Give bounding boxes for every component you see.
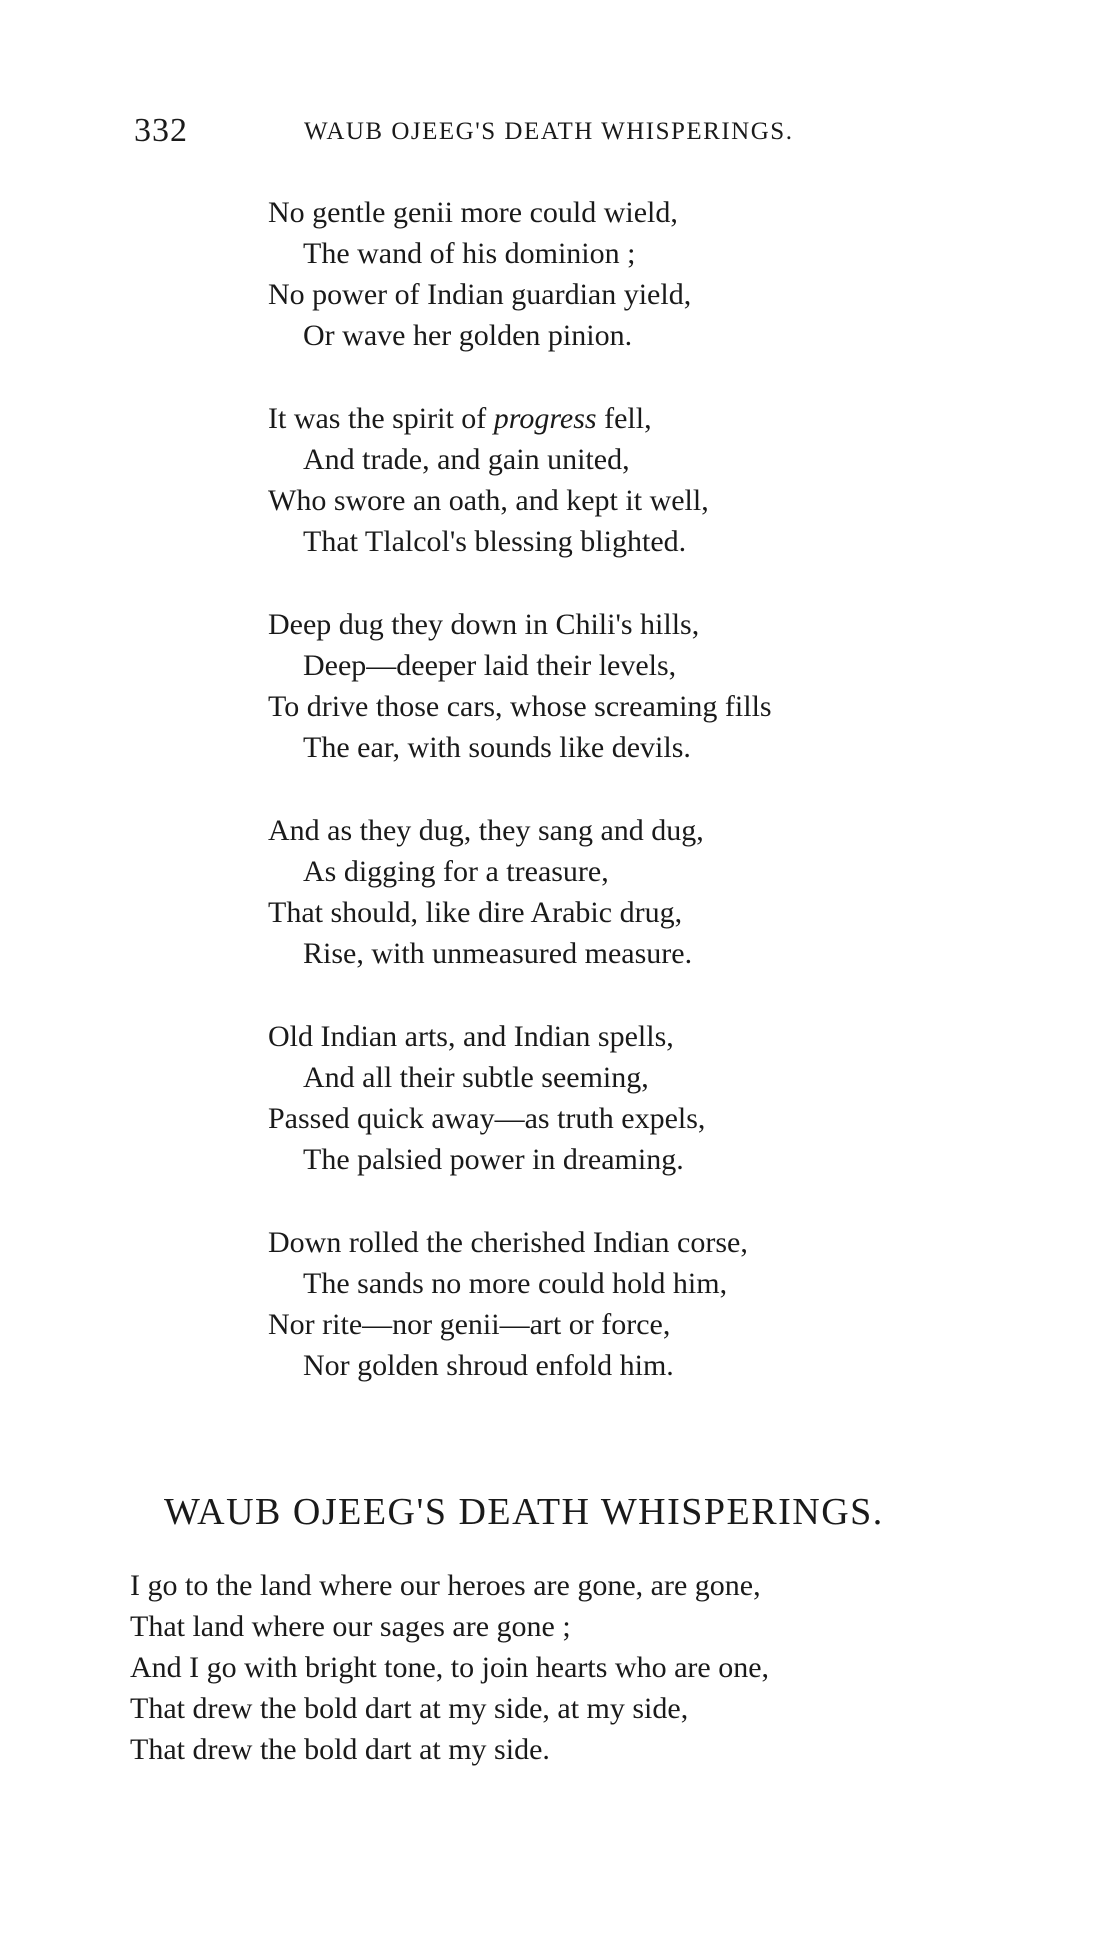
page-number: 332: [134, 112, 188, 149]
verse-line: Rise, with unmeasured measure.: [303, 937, 693, 970]
verse-line: Nor rite—nor genii—art or force,: [268, 1308, 671, 1341]
verse-line: Deep dug they down in Chili's hills,: [268, 608, 700, 641]
verse-line: And trade, and gain united,: [303, 443, 630, 476]
running-head: [134, 112, 914, 152]
stanza-5: [268, 1016, 1008, 1180]
italic-word: progress: [493, 402, 597, 435]
verse-line: The palsied power in dreaming.: [303, 1143, 684, 1176]
verse-line: To drive those cars, whose screaming fills: [268, 690, 772, 723]
verse-line: As digging for a treasure,: [303, 855, 609, 888]
verse-line: And I go with bright tone, to join hearts who are one,: [130, 1651, 770, 1684]
verse-line: That land where our sages are gone ;: [130, 1610, 571, 1643]
verse-line: And as they dug, they sang and dug,: [268, 814, 704, 847]
stanza-4: [268, 810, 1008, 974]
verse-line: No gentle genii more could wield,: [268, 196, 678, 229]
verse-line: [268, 398, 1008, 439]
verse-line-part: It was the spirit of: [268, 402, 494, 435]
stanza-3: [268, 604, 1008, 768]
verse-line: Old Indian arts, and Indian spells,: [268, 1020, 674, 1053]
verse-line: Passed quick away—as truth expels,: [268, 1102, 706, 1135]
poem-continuation: [268, 192, 1008, 1428]
verse-line: Or wave her golden pinion.: [303, 319, 633, 352]
verse-line: No power of Indian guardian yield,: [268, 278, 692, 311]
poem-death-whisperings: [130, 1565, 1030, 1770]
verse-line-part: fell,: [596, 402, 652, 435]
running-title: WAUB OJEEG'S DEATH WHISPERINGS.: [304, 118, 794, 145]
verse-line: Deep—deeper laid their levels,: [303, 649, 677, 682]
verse-line: That should, like dire Arabic drug,: [268, 896, 683, 929]
stanza-6: [268, 1222, 1008, 1386]
poem-title: WAUB OJEEG'S DEATH WHISPERINGS.: [164, 1491, 884, 1533]
verse-line: Down rolled the cherished Indian corse,: [268, 1226, 748, 1259]
verse-line: I go to the land where our heroes are gone, are gone,: [130, 1569, 761, 1602]
stanza-1: [268, 192, 1008, 356]
verse-line: The sands no more could hold him,: [303, 1267, 728, 1300]
verse-line: Who swore an oath, and kept it well,: [268, 484, 709, 517]
verse-line: That Tlalcol's blessing blighted.: [303, 525, 687, 558]
verse-line: The wand of his dominion ;: [303, 237, 636, 270]
verse-line: That drew the bold dart at my side.: [130, 1733, 550, 1766]
verse-line: And all their subtle seeming,: [303, 1061, 649, 1094]
verse-line: That drew the bold dart at my side, at my side,: [130, 1692, 689, 1725]
stanza-2: [268, 398, 1008, 562]
verse-line: The ear, with sounds like devils.: [303, 731, 691, 764]
verse-line: Nor golden shroud enfold him.: [303, 1349, 674, 1382]
